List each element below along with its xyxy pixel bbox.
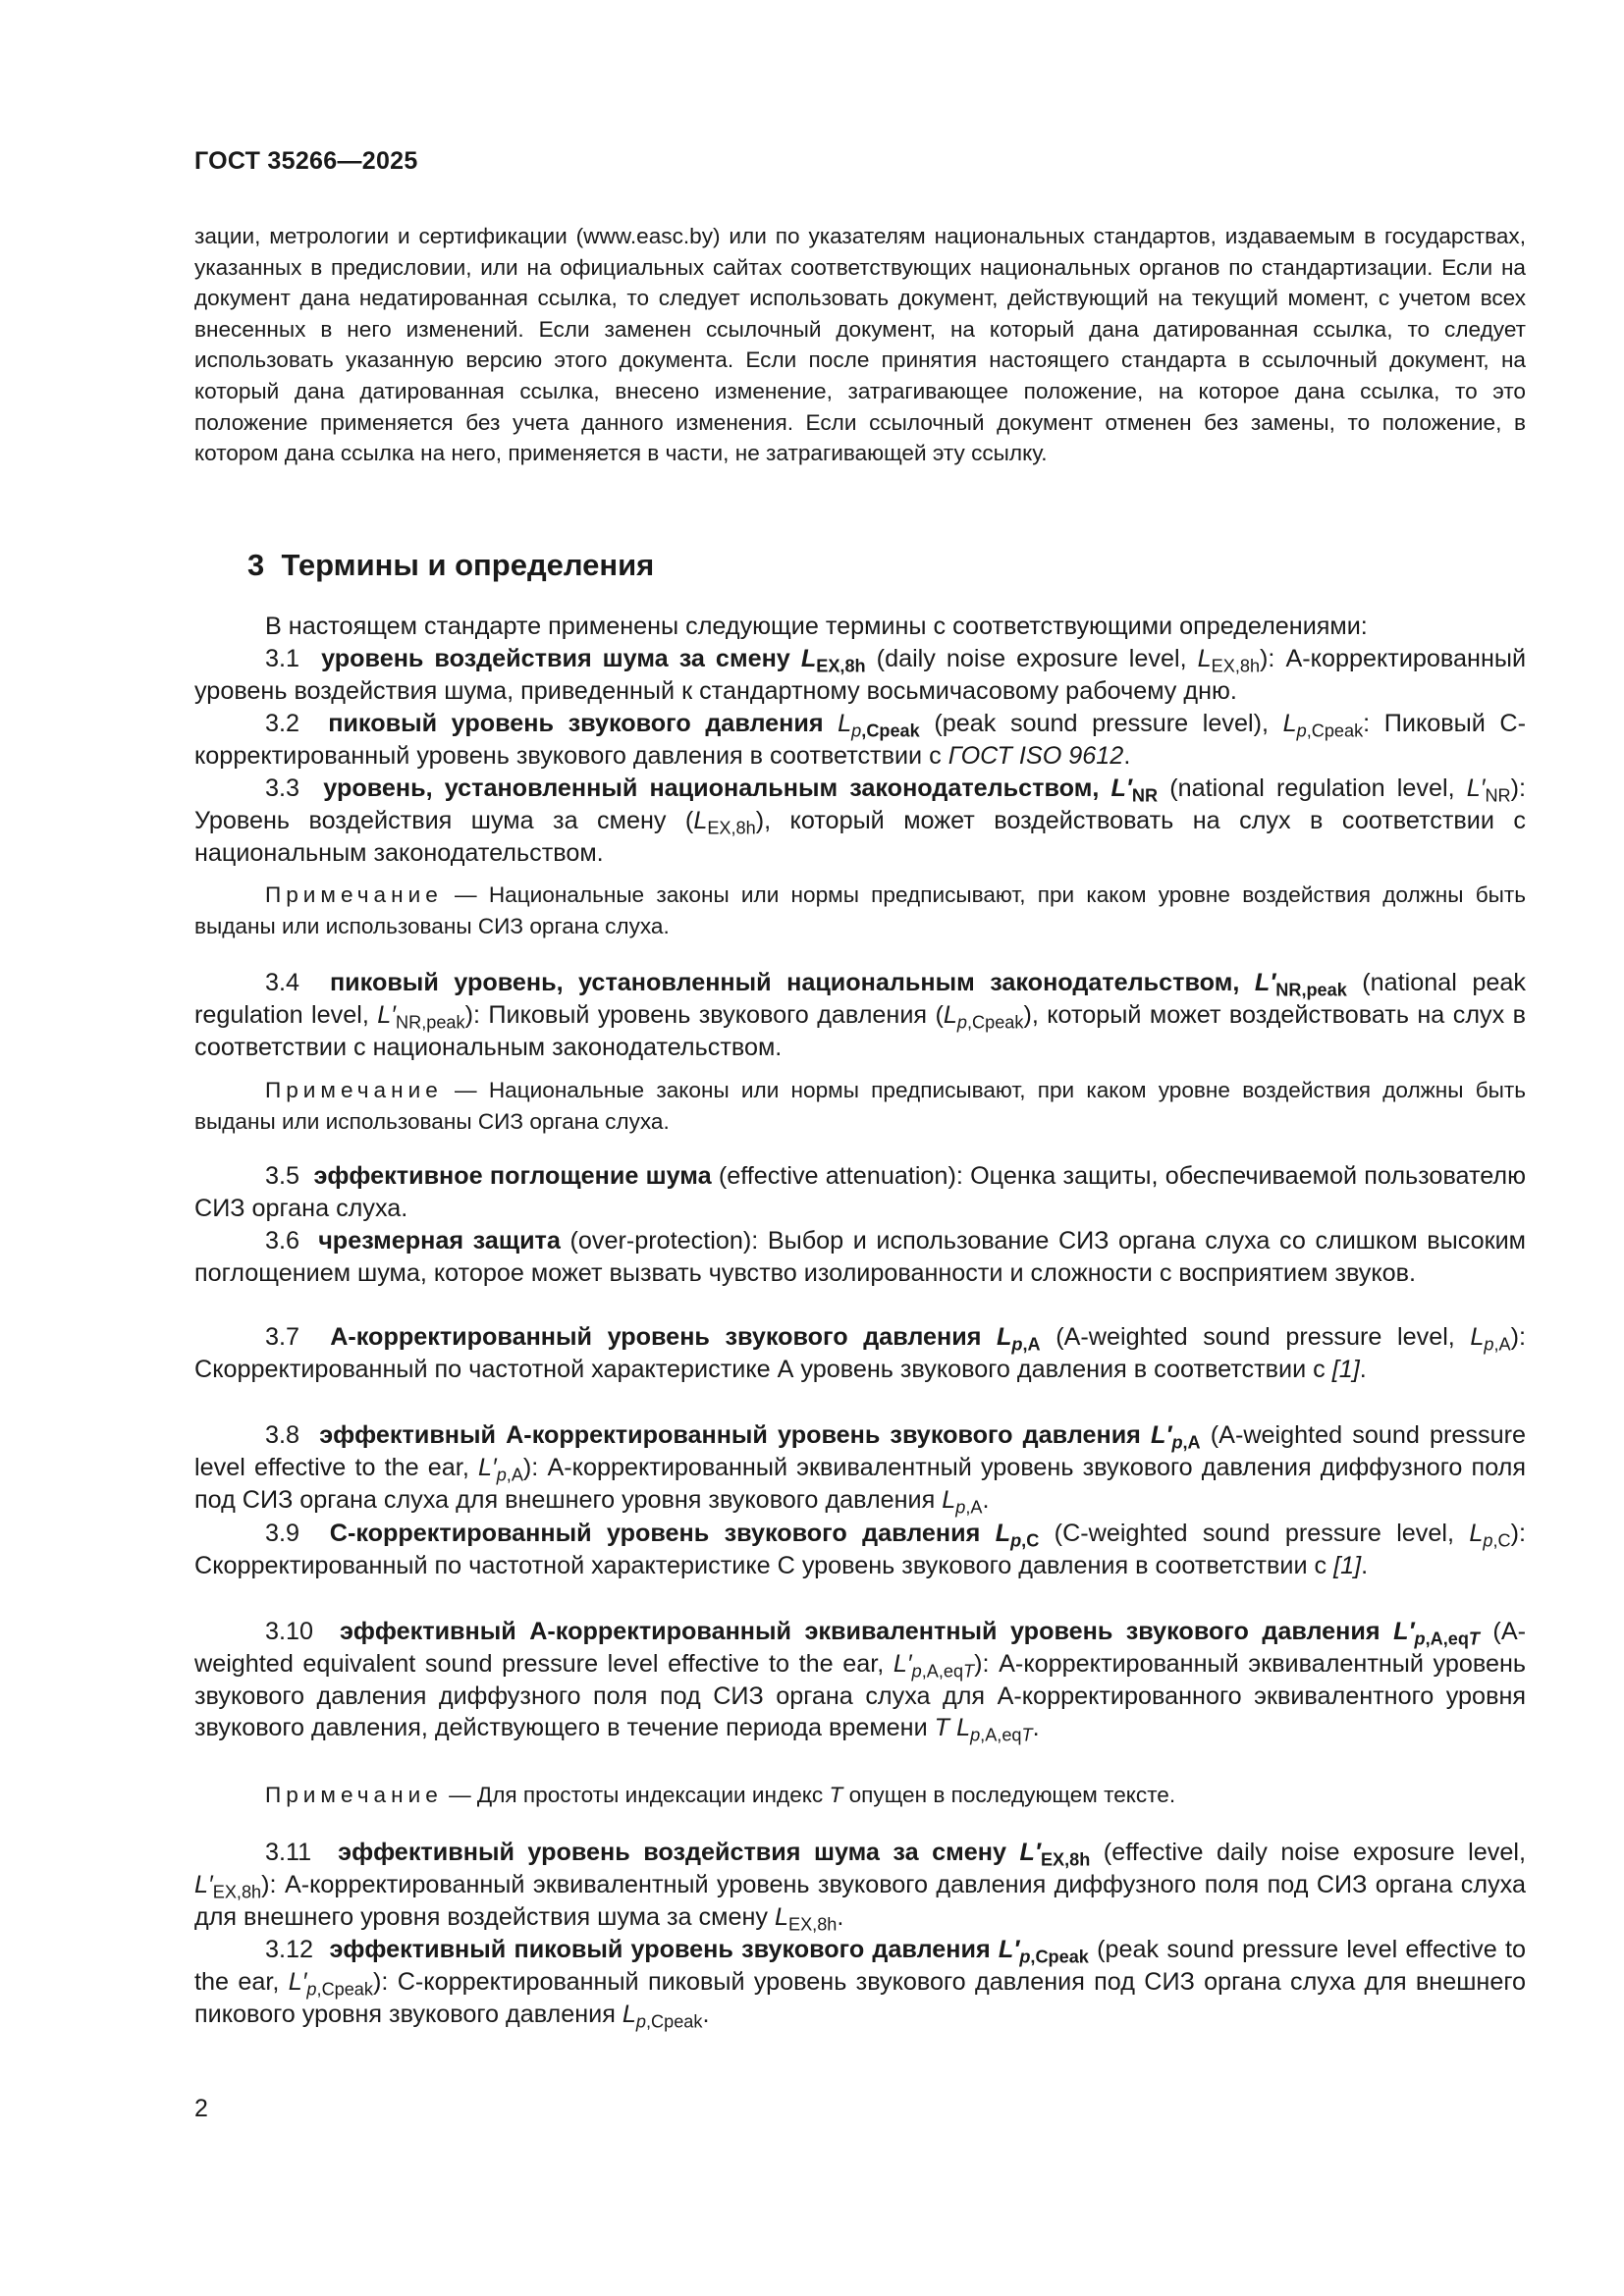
term-3-1: 3.1 уровень воздействия шума за смену $L_{EX,8h}$ (daily noise exposure level, $L_{EX,8h}$): А-корректированный уровень воздействия шума, приведенный к стандартному восьмичасовому рабочему дню. xyxy=(194,645,1527,705)
term-3-3: 3.3 уровень, установленный национальным законодательством, $L'_{NR}$ (national regulation level, $L'_{NR}$): Уровень воздействия шума за смену $(L_{EX,8h})$, который может воздействовать на слух в соответствии с национальным законодательством. xyxy=(194,774,1527,867)
note-3: Примечание — Для простоты индексации индекс T опущен в последующем тексте. xyxy=(265,1783,1176,1807)
term-3-11: 3.11 эффективный уровень воздействия шума за смену $L'_{EX,8h}$ (effective daily noise exposure level, $L'_{EX,8h}$): А-корректированный эквивалентный уровень звукового давления диффузного поля под СИЗ органа слуха для внешнего уровня воздействия шума за смену $L_{EX,8h}$. xyxy=(194,1839,1526,1935)
lead-in: В настоящем стандарте применены следующие термины с соответствующими определениями: xyxy=(265,613,1368,640)
note-2: Примечание — Национальные законы или нормы предписывают, при каком уровне воздействия должны быть выданы или использованы СИЗ органа слуха. xyxy=(194,1078,1526,1134)
term-3-2: 3.2 пиковый уровень звукового давления $L_{p,Cpeak}$ (peak sound pressure level), $L_{p,Cpeak}$: Пиковый С-корректированный уровень звукового давления в соответствии с ГОСТ ISO 9612. xyxy=(194,710,1526,770)
section-title: Термины и определения xyxy=(281,548,655,582)
section-heading xyxy=(247,548,654,583)
intro-paragraph: зации, метрологии и сертификации (www.easc.by) или по указателям национальных стандартов, издаваемым в государствах, указанных в предисловии, или на официальных сайтах соответствующих национальных органов по стандартизации. Если на документ дана недатированная ссылка, то следует использовать документ, действующий на текущий момент, с учетом всех внесенных в него изменений. Если заменен ссылочный документ, на который дана датированная ссылка, то следует использовать указанную версию этого документа. Если после принятия настоящего стандарта в ссылочный документ, на который дана датированная ссылка, внесено изменение, затрагивающее положение, на которое дана ссылка, то это положение применяется без учета данного изменения. Если ссылочный документ отменен без замены, то положение, в котором дана ссылка на него, применяется в части, не затрагивающей эту ссылку. xyxy=(194,224,1526,466)
section-number: 3 xyxy=(247,548,265,582)
page-number: 2 xyxy=(194,2095,208,2122)
term-3-10: 3.10 эффективный А-корректированный эквивалентный уровень звукового давления $L'_{p,A,eqT}$ (A-weighted equivalent sound pressure level effective to the ear, $L'_{p,A,eqT}$): А-корректированный эквивалентный уровень звукового давления диффузного поля под СИЗ органа слуха для А-корректированного эквивалентного уровня звукового давления, действующего в течение периода времени T $L_{p,A,eqT}$. xyxy=(194,1618,1527,1745)
term-3-12: 3.12 эффективный пиковый уровень звукового давления $L'_{p,Cpeak}$ (peak sound pressure level effective to the ear, $L'_{p,Cpeak}$): С-корректированный пиковый уровень звукового давления под СИЗ органа слуха для внешнего пикового уровня звукового давления $L_{p,Cpeak}$. xyxy=(194,1936,1527,2032)
term-3-4: 3.4 пиковый уровень, установленный национальным законодательством, $L'_{NR,peak}$ (national peak regulation level, $L'_{NR,peak}$): Пиковый уровень звукового давления $(L_{p,Cpeak})$, который может воздействовать на слух в соответствии с национальным законодательством. xyxy=(194,969,1527,1061)
term-3-8: 3.8 эффективный А-корректированный уровень звукового давления $L'_{p,A}$ (A-weighted sound pressure level effective to the ear, $L'_{p,A}$): А-корректированный эквивалентный уровень звукового давления диффузного поля под СИЗ органа слуха для внешнего уровня звукового давления $L_{p,A}$. xyxy=(194,1421,1526,1518)
document-header: ГОСТ 35266—2025 xyxy=(194,147,418,175)
term-3-5: 3.5 эффективное поглощение шума (effective attenuation): Оценка защиты, обеспечиваемой пользователю СИЗ органа слуха. xyxy=(194,1162,1527,1222)
term-3-7: 3.7 А-корректированный уровень звукового давления $L_{p,A}$ (A-weighted sound pressure level, $L_{p,A}$): Скорректированный по частотной характеристике А уровень звукового давления в соответствии с [1]. xyxy=(194,1323,1527,1383)
term-3-6: 3.6 чрезмерная защита (over-protection): Выбор и использование СИЗ органа слуха со слишком высоким поглощением шума, которое может вызвать чувство изолированности и сложности с восприятием звуков. xyxy=(194,1227,1526,1287)
note-1: Примечание — Национальные законы или нормы предписывают, при каком уровне воздействия должны быть выданы или использованы СИЗ органа слуха. xyxy=(194,882,1526,938)
term-3-9: 3.9 С-корректированный уровень звукового давления $L_{p,C}$ (C-weighted sound pressure level, $L_{p,C}$): Скорректированный по частотной характеристике С уровень звукового давления в соответствии с [1]. xyxy=(194,1520,1527,1579)
